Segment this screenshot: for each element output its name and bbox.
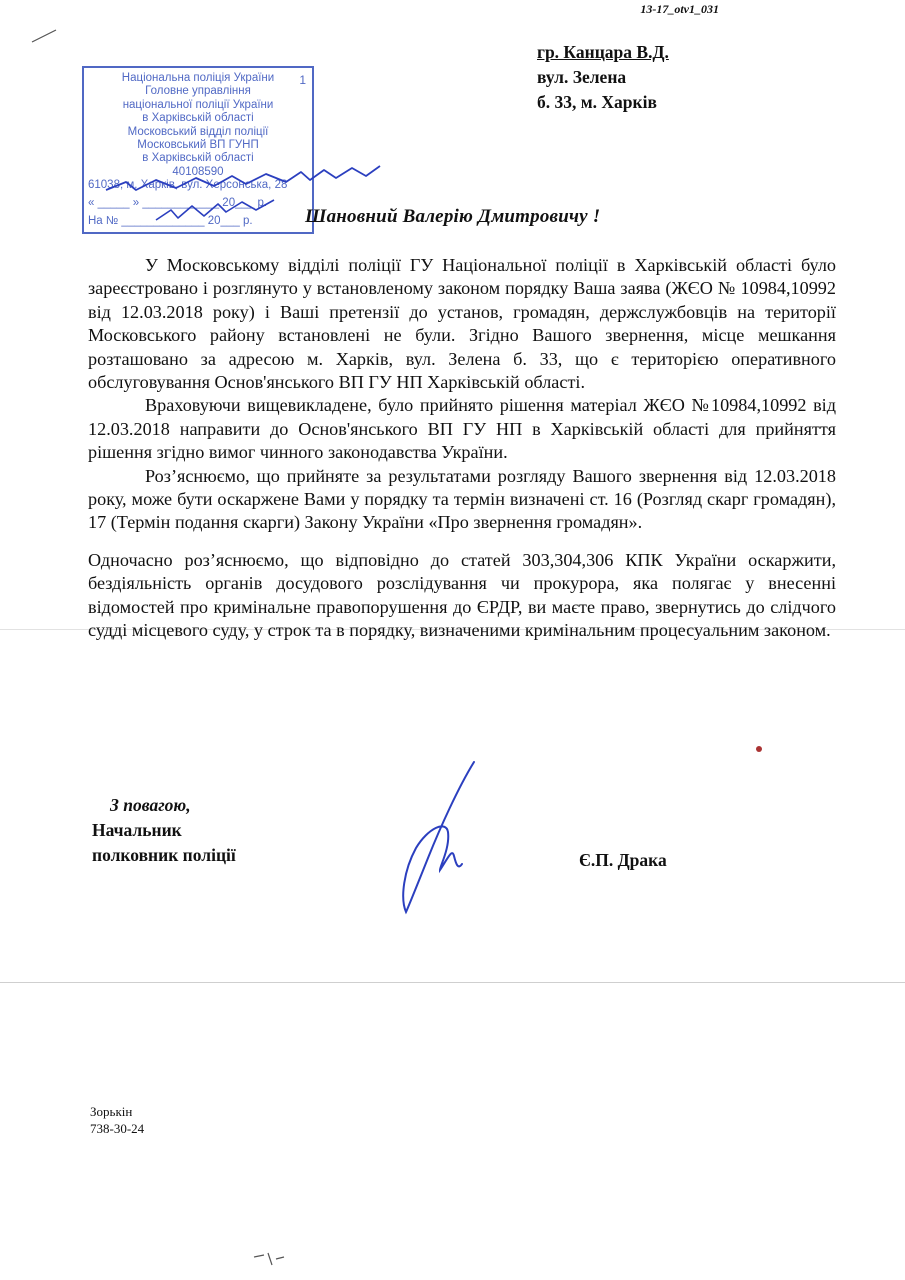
executor-block [90,1103,144,1137]
signature-block [92,793,236,868]
ink-dot-icon [752,742,766,756]
stamp-reference-line: На № _____________ 20___ р. [88,214,253,227]
stamp-date-line: « _____ » ____________ 20___ р. [88,196,268,209]
stamp-line: 40108590 [172,165,224,178]
document-code: 13-17_otv1_031 [640,2,719,16]
handwritten-signature-icon [388,758,508,918]
salutation: Шановний Валерію Дмитровичу ! [305,206,601,227]
stamp-address: 61038, м. Харків, вул. Херсонська, 28 [88,179,288,192]
stamp-line: в Харківській області [142,112,254,125]
stamp-line: Головне управління [145,85,251,98]
stamp-line: Московський відділ поліції [127,125,269,138]
addressee-house-city: б. 33, м. Харків [537,92,657,112]
signer-position: Начальник [92,820,182,840]
addressee-name: гр. Канцара В.Д. [537,42,669,62]
stamp-line: в Харківській області [142,152,254,165]
body-paragraph: Роз’яснюємо, що прийняте за результатами розгляду Вашого звернення від 12.03.2018 року, може бути оскаржене Вами у порядку та термін визначені ст. 16 (Розгляд скарг громадян), 17 (Термін подання скарги) Закону України «Про звернення громадян». [88,465,836,533]
scan-smudge-icon [250,1245,290,1269]
stamp-line: Московський ВП ГУНП [137,139,259,152]
letter-body [88,254,836,643]
scan-mark-icon [30,28,58,44]
executor-phone: 738-30-24 [90,1121,145,1136]
fold-line-bottom [0,982,905,983]
addressee-block [537,40,669,115]
body-paragraph: Одночасно роз’яснюємо, що відповідно до статей 303,304,306 КПК України оскаржити, бездіяльність органів досудового розслідування чи прокурора, яка полягає у внесенні відомостей про кримінальне правопорушення до ЄРДР, ви маєте право, звернутись до слідчого судді місцевого суду, у строк та в порядку, визначеними кримінальним процесуальним законом. [88,549,836,641]
closing-regards: З повагою, [110,795,191,815]
stamp-line: Національна поліція України [121,72,275,84]
stamp-number: 1 [299,73,306,87]
addressee-street: вул. Зелена [537,67,627,87]
signer-rank: полковник поліції [92,845,236,865]
signer-name: Є.П. Драка [579,850,667,870]
body-paragraph: У Московському відділі поліції ГУ Національної поліції в Харківській області було зареєстровано і розглянуто у встановленому законом порядку Ваша заява (ЖЄО № 10984,10992 від 12.03.2018 року) і Ваші претензії до установ, громадян, держслужбовців на території Московського району встановлені не були. Згідно Вашого звернення, місце мешкання розташовано за адресою м. Харків, вул. Зелена б. 33, що є територією оперативного обслуговування Основ'янського ВП ГУ НП Харківській області. [88,255,836,393]
executor-name: Зорькін [90,1104,133,1119]
stamp-line: національної поліції України [122,98,274,111]
body-paragraph: Враховуючи вищевикладене, було прийнято рішення матеріал ЖЄО №10984,10992 від 12.03.2018 направити до Основ'янського ВП ГУ НП в Харківській області для прийняття рішення згідно вимог чинного законодавства України. [88,395,836,463]
